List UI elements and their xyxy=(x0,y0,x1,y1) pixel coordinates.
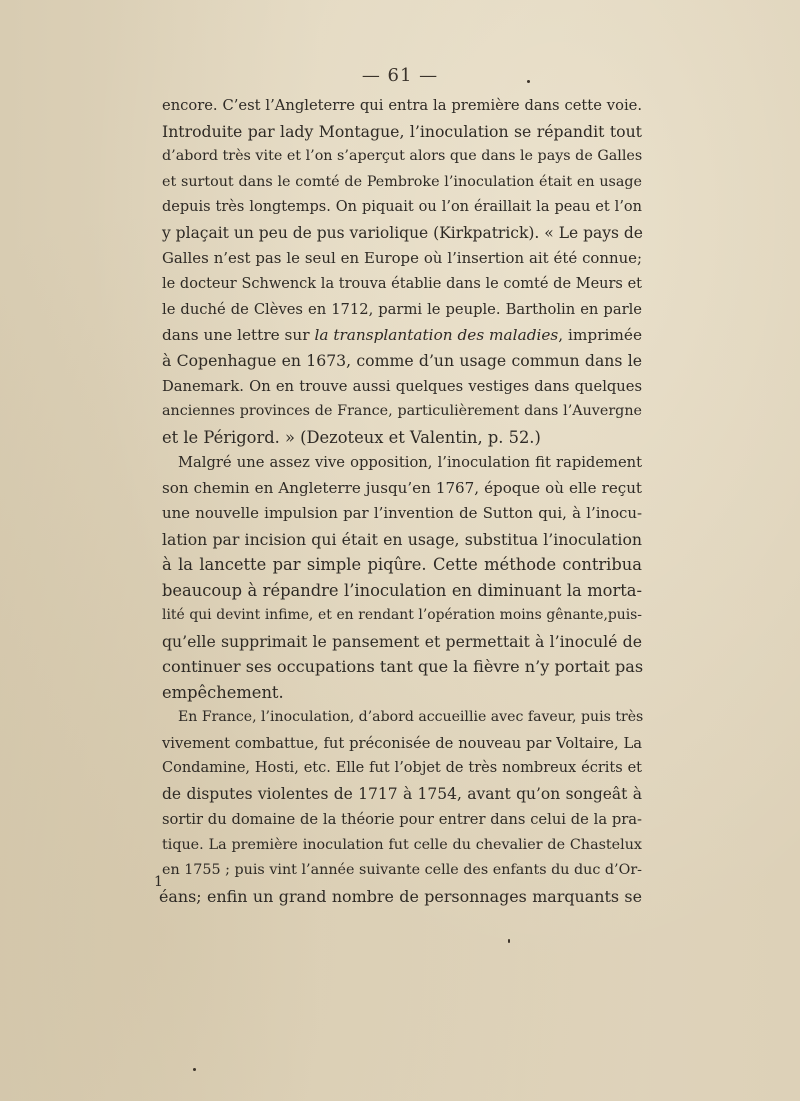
paragraph-start-line: Malgré une assez vive opposition, l’inoculation fit rapidement xyxy=(178,454,642,471)
text-line: beaucoup à répandre l’inoculation en diminuant la morta- xyxy=(162,580,642,600)
text-line: qu’elle supprimait le pansement et permettait à l’inoculé de xyxy=(162,631,642,651)
text-span: dans une lettre sur xyxy=(162,325,315,344)
paragraph-end-line: et le Périgord. » (Dezoteux et Valentin, p. 52.) xyxy=(162,427,541,447)
text-line-with-title xyxy=(162,323,642,349)
text-line: vivement combattue, fut préconisée de nouveau par Voltaire, La xyxy=(162,734,642,752)
text-line: à Copenhague en 1673, comme d’un usage commun dans le xyxy=(162,351,642,370)
ink-speck xyxy=(508,939,510,943)
italic-book-title: la transplantation des maladies xyxy=(314,325,559,344)
paragraph-end-line: empêchement. xyxy=(162,682,284,702)
paragraph-start-line: En France, l’inoculation, d’abord accueillie avec faveur, puis très xyxy=(178,709,644,725)
page-number: — 61 — xyxy=(361,65,439,86)
text-line: de disputes violentes de 1717 à 1754, avant qu’on songeât à xyxy=(162,784,642,803)
text-line: Introduite par lady Montague, l’inoculation se répandit tout xyxy=(162,121,642,141)
text-line: le docteur Schwenck la trouva établie dans le comté de Meurs et xyxy=(162,275,642,292)
text-line: encore. C’est l’Angleterre qui entra la première dans cette voie. xyxy=(162,97,642,114)
text-line: et surtout dans le comté de Pembroke l’inoculation était en usage xyxy=(162,173,642,190)
text-line: lité qui devint infime, et en rendant l’opération moins gênante,puis- xyxy=(162,607,642,623)
text-span: , imprimée xyxy=(558,325,643,344)
text-line: lation par incision qui était en usage, substitua l’inoculation xyxy=(162,529,642,549)
text-line: le duché de Clèves en 1712, parmi le peuple. Bartholin en parle xyxy=(162,301,642,318)
text-line: depuis très longtemps. On piquait ou l’on éraillait la peau et l’on xyxy=(162,199,642,215)
text-line: d’abord très vite et l’on s’aperçut alors que dans le pays de Galles xyxy=(162,148,643,164)
text-line: continuer ses occupations tant que la fièvre n’y portait pas xyxy=(162,657,644,676)
text-line: Galles n’est pas le seul en Europe où l’insertion ait été connue; xyxy=(162,249,642,267)
text-line: en 1755 ; puis vint l’année suivante celle des enfants du duc d’Or- xyxy=(162,862,642,878)
text-line: à la lancette par simple piqûre. Cette méthode contribua xyxy=(162,555,642,574)
ink-speck xyxy=(527,80,530,83)
ink-speck xyxy=(193,1068,196,1071)
text-line: Danemark. On en trouve aussi quelques vestiges dans quelques xyxy=(162,377,642,395)
text-line: y plaçait un peu de pus variolique (Kirkpatrick). « Le pays de xyxy=(162,223,643,242)
text-line: éans; enfin un grand nombre de personnages marquants se xyxy=(159,886,642,906)
text-line: anciennes provinces de France, particulièrement dans l’Auvergne xyxy=(162,403,642,419)
text-line: une nouvelle impulsion par l’invention de Sutton qui, à l’inocu- xyxy=(162,504,642,522)
text-line: tique. La première inoculation fut celle du chevalier de Chastelux xyxy=(162,836,642,853)
text-line: son chemin en Angleterre jusqu’en 1767, époque où elle reçut xyxy=(162,478,642,497)
signature-mark: 1 xyxy=(154,874,163,890)
text-line: Condamine, Hosti, etc. Elle fut l’objet de très nombreux écrits et xyxy=(162,760,642,776)
body-text xyxy=(159,93,644,909)
text-line: sortir du domaine de la théorie pour entrer dans celui de la pra- xyxy=(162,811,642,828)
